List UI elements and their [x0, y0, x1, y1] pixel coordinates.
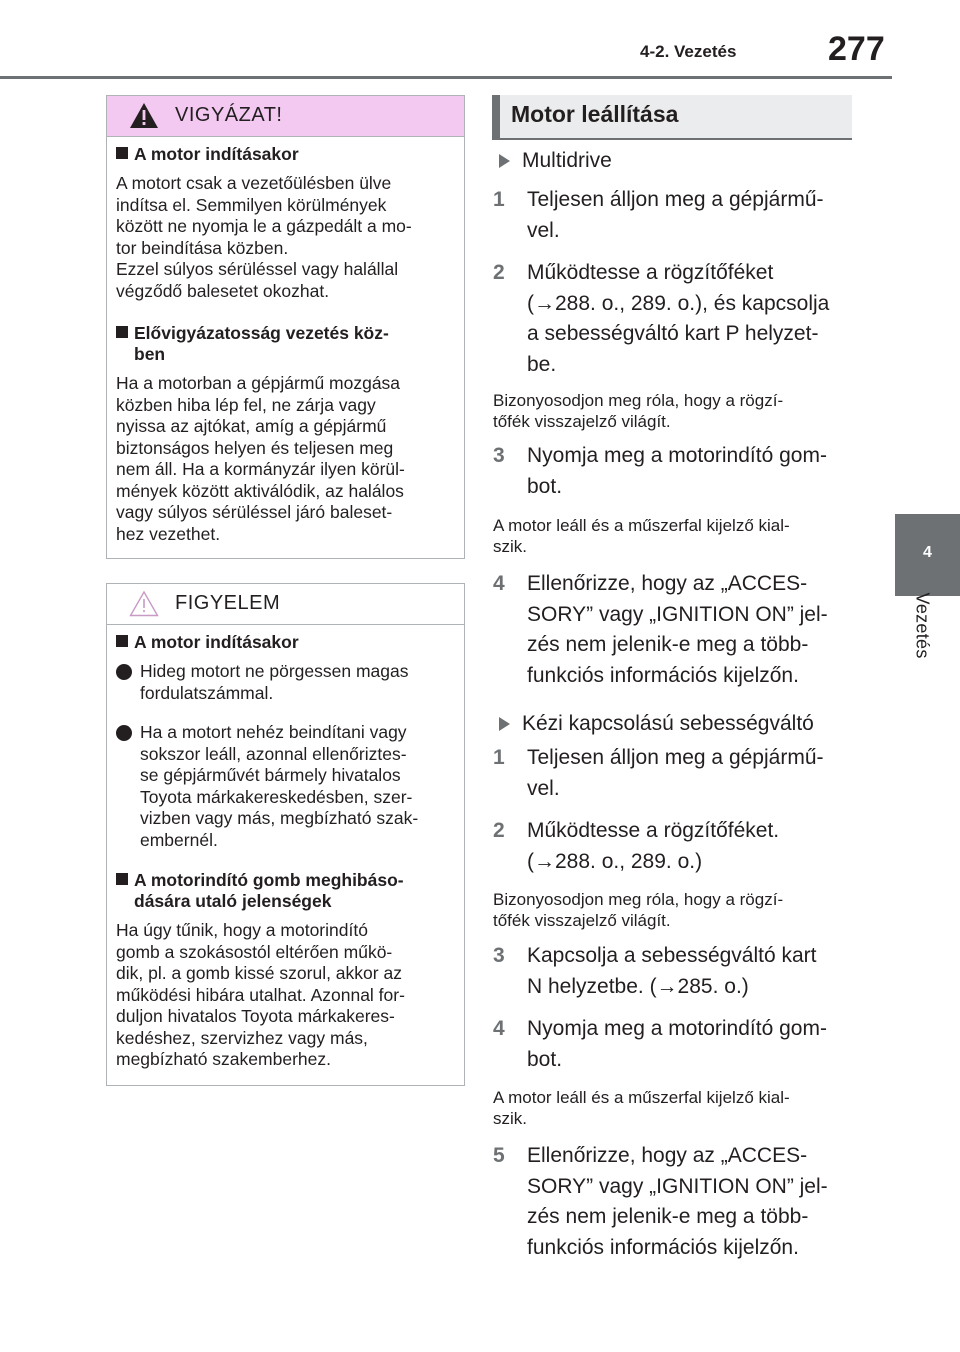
text-line: nem áll. Ha a kormányzár ilyen körül-: [116, 459, 405, 479]
text-line: indítsa el. Semmilyen körülmények: [116, 194, 387, 215]
text-line: Ha úgy tűnik, hogy a motorindító: [116, 920, 368, 940]
text-line: Működtesse a rögzítőféket: [527, 261, 774, 284]
notice-box: [106, 583, 465, 1086]
text-line: Ezzel súlyos sérüléssel vagy halállal: [116, 259, 399, 279]
text-line: bot.: [527, 474, 563, 498]
text-line: funkciós információs kijelzőn.: [527, 1235, 799, 1259]
square-bullet-icon: [116, 873, 128, 885]
section-title: 4-2. Vezetés: [640, 42, 737, 61]
text-line: hez vezethet.: [116, 523, 221, 544]
notice-box-header: [107, 584, 464, 625]
text-line: duljon hivatalos Toyota márkakeres-: [116, 1006, 395, 1026]
chapter-tab-label: [888, 592, 948, 690]
warning-box: [106, 95, 465, 559]
notice-subheading: [116, 870, 450, 912]
step-number: 2: [493, 261, 505, 284]
text-line: dik, pl. a gomb kissé szorul, akkor az: [116, 963, 402, 983]
procedure-variant-manual: [493, 709, 849, 739]
step: [493, 941, 849, 1002]
step: [493, 441, 849, 502]
text-line: vel.: [527, 218, 560, 242]
caution-triangle-outline-icon: [129, 590, 159, 622]
step: [493, 569, 849, 691]
text-line: be.: [527, 352, 557, 376]
notice-title: FIGYELEM: [175, 592, 281, 614]
text-line: megbízható szakemberhez.: [116, 1049, 331, 1069]
step: [493, 185, 849, 246]
text-line: SORY” vagy „IGNITION ON” jel-: [527, 1174, 828, 1198]
chapter-tab-label-text: Vezetés: [912, 592, 933, 659]
procedure-variant-multidrive: [493, 146, 849, 176]
warning-subheading-text: A motor indításakor: [134, 144, 299, 164]
text-line: Bizonyosodjon meg róla, hogy a rögzí-: [493, 391, 784, 410]
round-bullet-icon: [116, 725, 132, 741]
text-line: (→288. o., 289. o.): [527, 849, 703, 873]
section-heading-text: Motor leállítása: [511, 101, 679, 127]
chapter-tab: [895, 514, 960, 596]
text-line: bot.: [527, 1047, 563, 1071]
text-line: Toyota márkakereskedésben, szer-: [140, 786, 413, 807]
text-line: dására utaló jelenségek: [134, 891, 332, 911]
section-heading-bar: [492, 95, 500, 138]
text-line: nyissa az ajtókat, amíg a gépjármű: [116, 416, 387, 436]
text-line: Teljesen álljon meg a gépjármű-: [527, 188, 824, 211]
square-bullet-icon: [116, 147, 128, 159]
text-line: A motort csak a vezetőülésben ülve: [116, 173, 392, 193]
text-line: Nyomja meg a motorindító gom-: [527, 444, 827, 467]
warning-title: VIGYÁZAT!: [175, 104, 283, 126]
warning-box-header: [107, 96, 464, 137]
text-line: Ha a motort nehéz beindítani vagy: [140, 722, 407, 742]
warning-triangle-icon: [129, 102, 159, 134]
step: [493, 258, 849, 380]
triangle-bullet-icon: [499, 717, 510, 731]
text-line: végződő balesetet okozhat.: [116, 280, 330, 301]
text-line: biztonságos helyen és teljesen meg: [116, 437, 394, 458]
step: [493, 743, 849, 804]
text-line: Elővigyázatosság vezetés köz-: [134, 323, 389, 343]
step-note: [493, 516, 849, 557]
step: [493, 816, 849, 877]
text-line: zés nem jelenik-e meg a több-: [527, 633, 809, 656]
round-bullet-icon: [116, 664, 132, 680]
text-line: kedéshez, szervizhez vagy más,: [116, 1027, 368, 1048]
step-number: 3: [493, 444, 505, 467]
step-number: 5: [493, 1144, 505, 1167]
step: [493, 1014, 849, 1075]
step-note: [493, 391, 849, 432]
text-line: Teljesen álljon meg a gépjármű-: [527, 746, 824, 769]
section-heading: [492, 95, 852, 140]
text-line: a sebességváltó kart P helyzet-: [527, 322, 819, 345]
notice-bullet: [116, 722, 450, 851]
notice-subheading-text: A motor indításakor: [134, 632, 299, 652]
notice-paragraph: [116, 920, 450, 1071]
text-line: Működtesse a rögzítőféket.: [527, 819, 780, 842]
text-line: funkciós információs kijelzőn.: [527, 663, 799, 687]
text-line: fordulatszámmal.: [140, 682, 274, 703]
step: [493, 1141, 849, 1263]
procedure-column: [493, 146, 849, 1263]
square-bullet-icon: [116, 635, 128, 647]
square-bullet-icon: [116, 326, 128, 338]
step-note: [493, 1088, 849, 1129]
text-line: vagy súlyos sérüléssel járó baleset-: [116, 502, 393, 522]
text-line: A motorindító gomb meghibáso-: [134, 870, 404, 890]
step-number: 1: [493, 188, 505, 211]
text-line: sokszor leáll, azonnal ellenőriztes-: [140, 743, 407, 764]
step-number: 1: [493, 746, 505, 769]
text-line: mények között aktiválódik, az halálos: [116, 480, 404, 501]
warning-subheading: [116, 144, 450, 165]
step-note: [493, 890, 849, 931]
chapter-tab-number: 4: [923, 544, 932, 561]
text-line: Kapcsolja a sebességváltó kart: [527, 944, 817, 967]
text-line: közben hiba lép fel, ne zárja vagy: [116, 394, 376, 415]
text-line: gomb a szokásostól eltérően műkö-: [116, 941, 393, 962]
variant-label: Kézi kapcsolású sebességváltó: [522, 712, 814, 735]
text-line: vizben vagy más, megbízható szak-: [140, 808, 419, 828]
text-line: (→288. o., 289. o.), és kapcsolja: [527, 291, 830, 315]
text-line: embernél.: [140, 829, 218, 850]
triangle-bullet-icon: [499, 154, 510, 168]
text-line: tőfék visszajelző világít.: [493, 910, 671, 930]
text-line: N helyzetbe. (→285. o.): [527, 974, 749, 998]
text-line: SORY” vagy „IGNITION ON” jel-: [527, 602, 828, 626]
text-line: Nyomja meg a motorindító gom-: [527, 1017, 827, 1040]
text-line: zés nem jelenik-e meg a több-: [527, 1205, 809, 1228]
text-line: szik.: [493, 1108, 527, 1128]
text-line: tőfék visszajelző világít.: [493, 411, 671, 431]
text-line: Hideg motort ne pörgessen magas: [140, 661, 409, 681]
text-line: között ne nyomja le a gázpedált a mo-: [116, 216, 412, 236]
header-rule: [0, 76, 892, 79]
text-line: vel.: [527, 776, 560, 800]
text-line: szik.: [493, 536, 527, 556]
step-number: 4: [493, 1017, 505, 1040]
text-line: Ellenőrizze, hogy az „ACCES-: [527, 572, 808, 595]
text-line: Ellenőrizze, hogy az „ACCES-: [527, 1144, 808, 1167]
text-line: működési hibára utalhat. Azonnal for-: [116, 984, 405, 1005]
page-number: 277: [828, 30, 885, 68]
step-number: 4: [493, 572, 505, 595]
notice-subheading: [116, 632, 450, 653]
text-line: Bizonyosodjon meg róla, hogy a rögzí-: [493, 890, 784, 909]
warning-paragraph: [116, 373, 450, 545]
step-number: 2: [493, 819, 505, 842]
text-line: tor beindítása közben.: [116, 237, 289, 258]
notice-bullet: [116, 661, 450, 704]
text-line: A motor leáll és a műszerfal kijelző kial-: [493, 1088, 790, 1107]
warning-subheading: [116, 323, 450, 365]
text-line: ben: [134, 344, 166, 364]
text-line: A motor leáll és a műszerfal kijelző kial-: [493, 516, 790, 535]
step-number: 3: [493, 944, 505, 967]
variant-label: Multidrive: [522, 149, 612, 172]
text-line: se gépjárművét bármely hivatalos: [140, 765, 401, 785]
warning-paragraph: [116, 173, 450, 302]
text-line: Ha a motorban a gépjármű mozgása: [116, 373, 401, 393]
